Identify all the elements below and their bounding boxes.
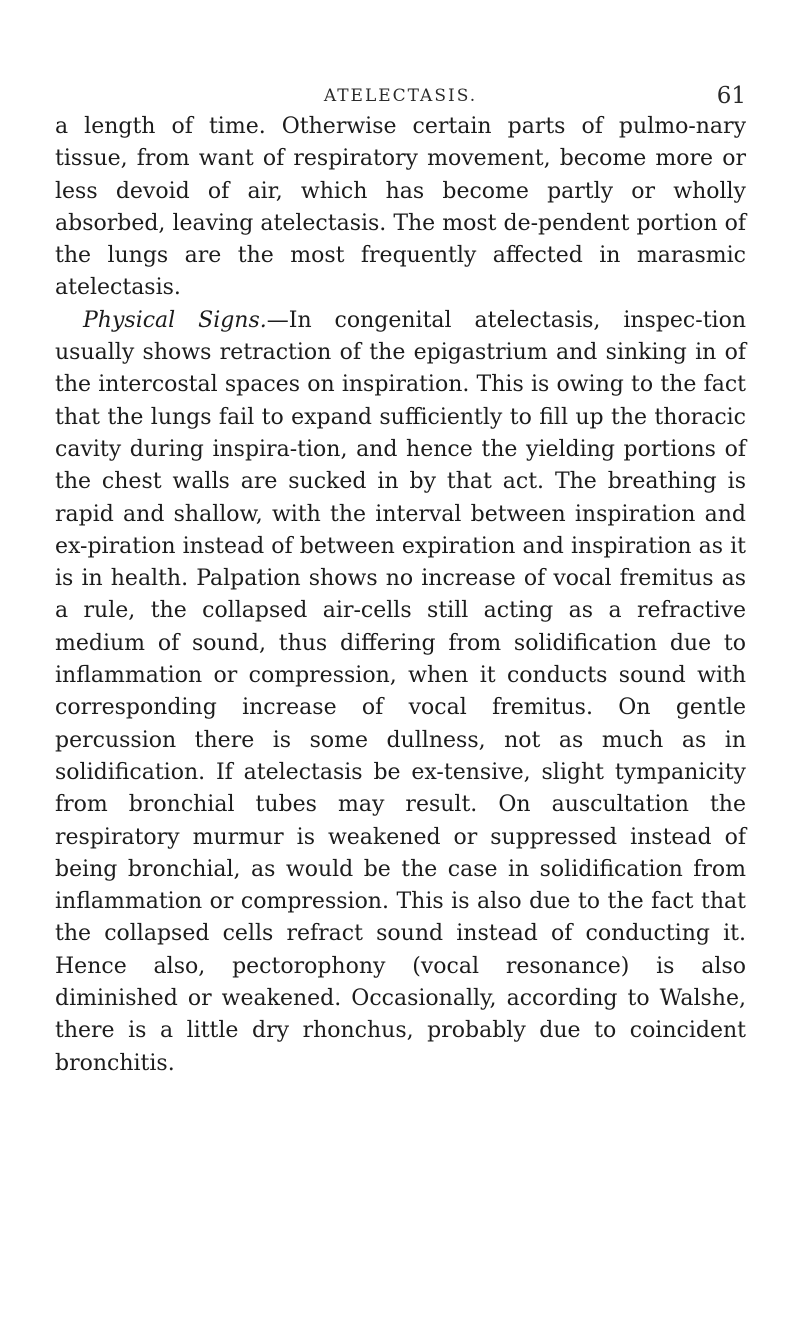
paragraph-physical-signs [55, 305, 746, 1080]
running-title: ATELECTASIS. [323, 86, 478, 106]
paragraph-continuation: a length of time. Otherwise certain parts of pulmo-nary tissue, from want of respiratory movement, become more or less devoid of air, which has become partly or wholly absorbed, leaving atelectasis. The most de-pendent portion of the lungs are the most frequently affected in marasmic atelectasis. [55, 114, 746, 301]
section-heading-physical-signs: Physical Signs. [83, 307, 267, 333]
page-number: 61 [716, 83, 746, 109]
body-text [55, 111, 746, 1080]
paragraph-physical-signs-text: —In congenital atelectasis, inspec-tion usually shows retraction of the epigastrium and sinking in of the intercostal spaces on inspiration. This is owing to the fact that the lungs fail to expand sufficiently to fill up the thoracic cavity during inspira-tion, and hence the yielding portions of the chest walls are sucked in by that act. The breathing is rapid and shallow, with the interval between inspiration and ex-piration instead of between expiration and inspiration as it is in health. Palpation shows no increase of vocal fremitus as a rule, the collapsed air-cells still acting as a refractive medium of sound, thus differing from solidification due to inflammation or compression, when it conducts sound with corresponding increase of vocal fremitus. On gentle percussion there is some dullness, not as much as in solidification. If atelectasis be ex-tensive, slight tympanicity from bronchial tubes may result. On auscultation the respiratory murmur is weakened or suppressed instead of being bronchial, as would be the case in solidification from inflammation or compression. This is also due to the fact that the collapsed cells refract sound instead of conducting it. Hence also, pectorophony (vocal resonance) is also diminished or weakened. Occasionally, according to Walshe, there is a little dry rhonchus, probably due to coincident bronchitis. [55, 307, 746, 1076]
